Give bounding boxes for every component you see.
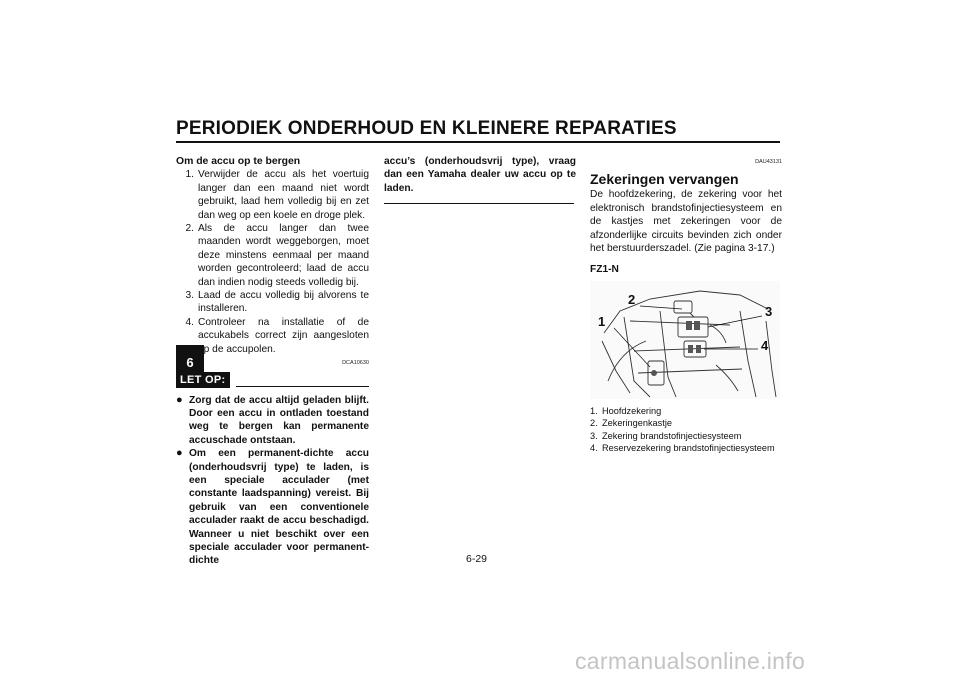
- list-item: 1. Verwijder de accu als het voertuig langer dan een maand niet wordt gebruikt, laad hem volledig bij en zet dan weg op een koele en droge plek.: [185, 169, 369, 221]
- section-body: De hoofdzekering, de zekering voor het elektronisch brandstofinjectiesysteem en de kastjes met zekeringen voor de afzonderlijke circuits bevinden zich onder het berstuurderszadel. (Zie pagina 3-17.): [590, 189, 782, 255]
- bullet-icon: ●: [176, 447, 183, 460]
- column-fuses: [590, 155, 782, 454]
- list-item: 3. Laad de accu volledig bij alvorens te installeren.: [185, 290, 369, 315]
- notice-rule: [236, 386, 370, 387]
- section-title: Zekeringen vervangen: [590, 171, 739, 188]
- bullet-icon: ●: [176, 393, 183, 406]
- page-number: 6-29: [466, 553, 488, 565]
- callout-3: 3: [765, 303, 773, 319]
- callout-1: 1: [598, 313, 606, 329]
- figure-label: FZ1-N: [590, 264, 619, 276]
- notice-bullets: [176, 394, 369, 568]
- notice-header: [176, 372, 369, 388]
- callout-2: 2: [628, 291, 636, 307]
- storage-subheading: Om de accu op te bergen: [176, 156, 301, 167]
- fuse-illustration: [590, 281, 780, 399]
- fuse-figure: [590, 281, 780, 399]
- callout-4: 4: [761, 337, 769, 353]
- section-code: DAU43131: [755, 159, 782, 165]
- list-item: ● Zorg dat de accu altijd geladen blijft. Door een accu in ontladen toestand weg te bergen kan permanente accuschade ontstaan.: [176, 393, 369, 446]
- notice-badge: LET OP:: [176, 372, 230, 388]
- notice-end-rule: [384, 203, 574, 204]
- list-item: 1. Hoofdzekering: [590, 405, 662, 416]
- list-item: 2. Als de accu langer dan twee maanden wordt weggeborgen, moet deze minstens eenmaal per maand worden gecontroleerd; laad de accu dan indien nodig steeds volledig bij.: [185, 223, 369, 288]
- watermark: carmanualsonline.info: [575, 648, 806, 674]
- column-continuation: [384, 155, 576, 204]
- storage-steps: [176, 168, 369, 356]
- list-item: ● Om een permanent-dichte accu (onderhoudsvrij type) te laden, is een speciale acculader (met constante laadspanning) vereist. Bij gebruik van een conventionele acculader raakt de accu beschadigd. Wanneer u niet beschikt over een speciale acculader voor permanent-dichte: [176, 447, 369, 567]
- page-title: PERIODIEK ONDERHOUD EN KLEINERE REPARATIES: [176, 118, 677, 139]
- figure-legend: [590, 405, 782, 455]
- notice-code: DCA10630: [342, 360, 369, 367]
- list-item: 4. Controleer na installatie of de accukabels correct zijn aangesloten op de accupolen.: [185, 316, 369, 355]
- list-item: 2. Zekeringenkastje: [590, 418, 672, 429]
- column-battery-storage: [176, 155, 369, 568]
- header-divider: [176, 141, 780, 143]
- notice-continuation: accu’s (onderhoudsvrij type), vraag dan een Yamaha dealer uw accu op te laden.: [384, 156, 576, 194]
- list-item: 3. Zekering brandstofinjectiesysteem: [590, 430, 742, 441]
- chapter-tab: 6: [176, 345, 204, 379]
- list-item: 4. Reservezekering brandstofinjectiesysteem: [590, 443, 775, 454]
